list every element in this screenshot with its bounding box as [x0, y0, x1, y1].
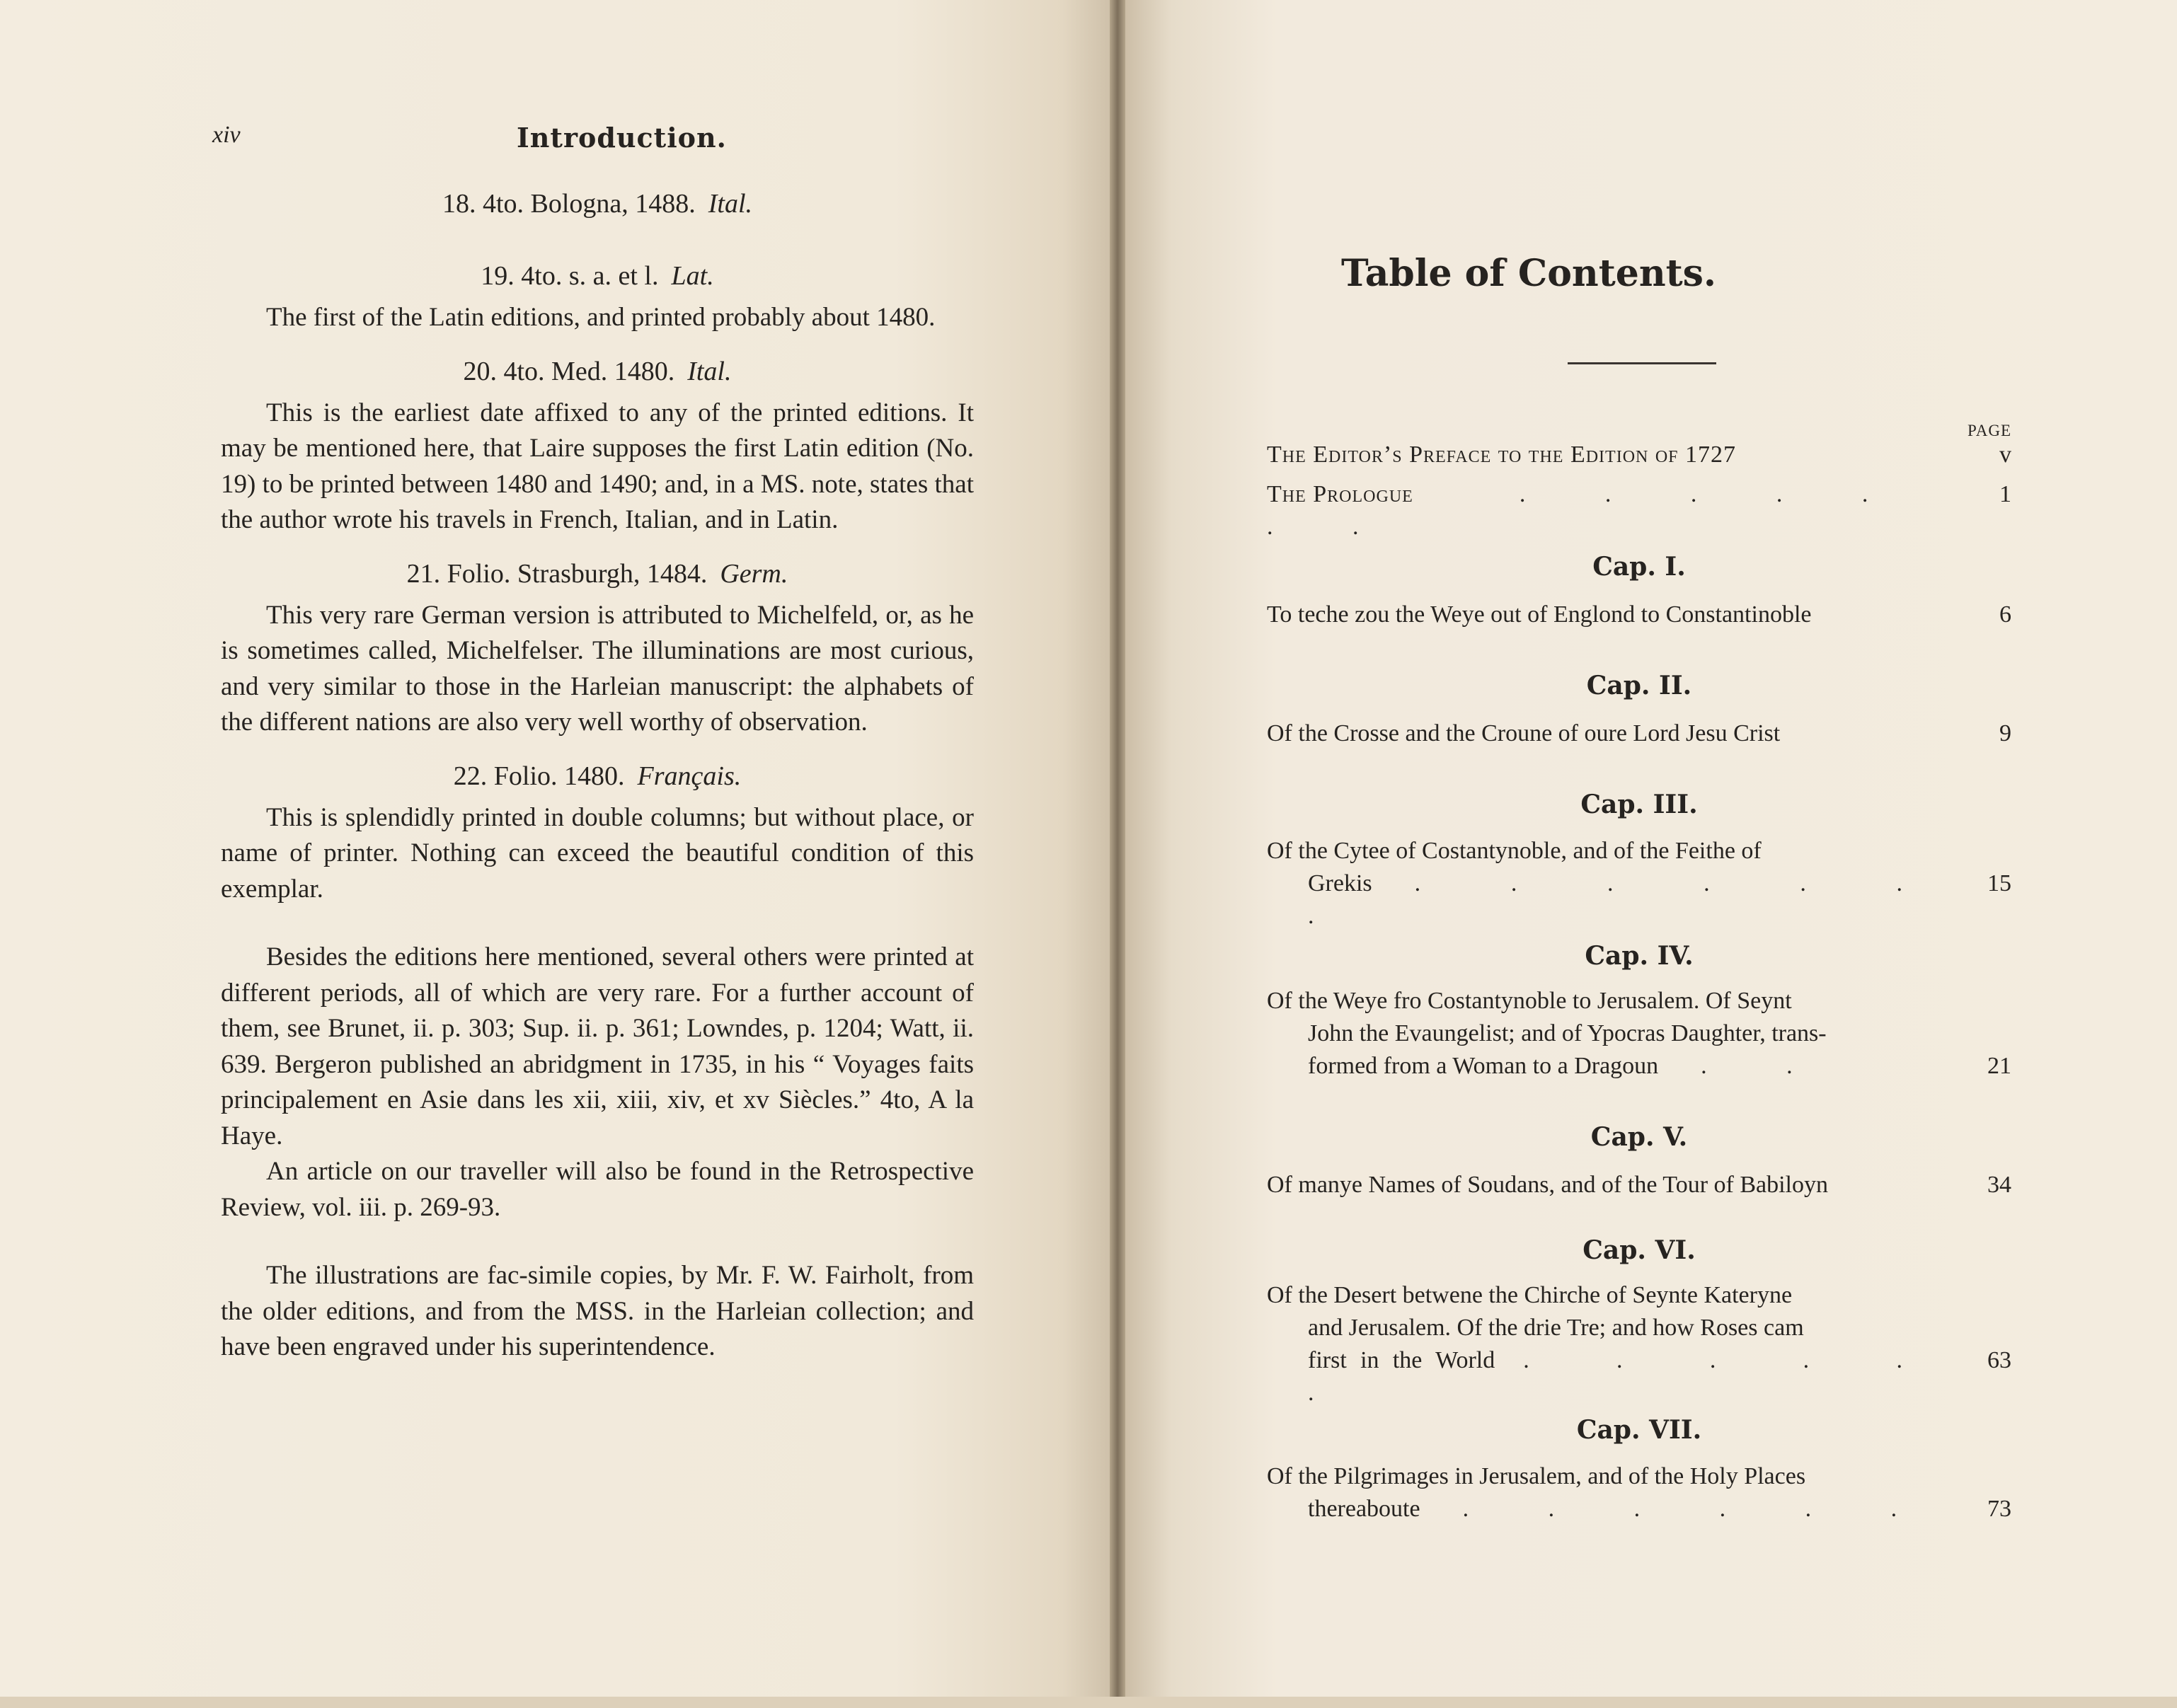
edition-description: The first of the Latin editions, and printed probably about 1480.	[266, 303, 936, 332]
chapter-heading: Cap. II.	[1586, 671, 1692, 700]
page-column-header: PAGE	[1968, 422, 2011, 439]
chapter-heading: Cap. V.	[1590, 1122, 1688, 1152]
chapter-heading: Cap. VI.	[1583, 1235, 1696, 1265]
edition-description: This is splendidly printed in double columns; but without place, or name of printer. Nothing can exceed the beautiful condition of this exemplar.	[221, 802, 974, 904]
page-edge	[0, 1697, 2177, 1708]
toc-entry-preface: The Editor’s Preface to the Edition of 1727 v	[1267, 442, 2011, 468]
running-head-title: Introduction.	[517, 122, 727, 154]
toc-entry: Of the Pilgrimages in Jerusalem, and of the Holy Places thereaboute . . . . . . 73	[1267, 1463, 2011, 1522]
toc-entry: Of the Weye fro Costantynoble to Jerusalem. Of Seynt John the Evaungelist; and of Ypocras Daughter, trans- formed from a Woman to a Dragoun . . 21	[1267, 988, 2011, 1079]
toc-entry: Of the Cytee of Costantynoble, and of the Feithe of Grekis . . . . . . . 15	[1267, 838, 2011, 929]
book-gutter	[1110, 0, 1125, 1708]
folio: xiv	[212, 122, 241, 148]
title-rule	[1568, 362, 1716, 364]
toc-entry: To teche zou the Weye out of Englond to Constantinoble 6	[1267, 601, 2011, 628]
closing-paragraph: An article on our traveller will also be found in the Retrospective Review, vol. iii. p. 269-93.	[221, 1157, 974, 1222]
chapter-heading: Cap. VII.	[1576, 1415, 1702, 1445]
running-head	[212, 122, 977, 161]
chapter-heading: Cap. IV.	[1585, 941, 1694, 971]
introduction-body	[221, 185, 974, 1366]
toc-entry: Of the Crosse and the Croune of oure Lord Jesu Crist 9	[1267, 720, 2011, 746]
edition-heading: 22. Folio. 1480. Français.	[453, 761, 742, 791]
chapter-heading: Cap. III.	[1580, 790, 1698, 819]
edition-heading: 20. 4to. Med. 1480. Ital.	[463, 356, 732, 386]
toc-entry-prologue: The Prologue . . . . . . . 1	[1267, 481, 2011, 540]
closing-paragraph: Besides the editions here mentioned, several others were printed at different periods, all of which are very rare. For a further account of them, see Brunet, ii. p. 303; Sup. ii. p. 361; Lowndes, p. 1204; Watt, ii. 639. Bergeron published an abridgment in 1735, in his “ Voyages faits principalement en Asie dans les xii, xiii, xiv, et xv Siècles.” 4to, A la Haye.	[221, 942, 974, 1150]
edition-heading: 19. 4to. s. a. et l. Lat.	[481, 261, 714, 291]
toc-entry: Of the Desert betwene the Chirche of Seynte Kateryne and Jerusalem. Of the drie Tre; and how Roses cam first in the World . . . . . . 63	[1267, 1282, 2011, 1406]
toc-title: Table of Contents.	[1340, 252, 1717, 295]
edition-heading: 18. 4to. Bologna, 1488. Ital.	[442, 189, 753, 219]
chapter-heading: Cap. I.	[1592, 552, 1686, 582]
edition-description: This is the earliest date affixed to any of the printed editions. It may be mentioned here, that Laire supposes the first Latin edition (No. 19) to be printed between 1480 and 1490; and, in a MS. note, states that the author wrote his travels in French, Italian, and in Latin.	[221, 398, 974, 534]
toc-entry: Of manye Names of Soudans, and of the Tour of Babiloyn 34	[1267, 1172, 2011, 1198]
closing-paragraph: The illustrations are fac-simile copies, by Mr. F. W. Fairholt, from the older editions, and from the MSS. in the Harleian collection; and have been engraved under his superintendence.	[221, 1261, 974, 1361]
edition-heading: 21. Folio. Strasburgh, 1484. Germ.	[406, 558, 788, 589]
edition-description: This very rare German version is attributed to Michelfeld, or, as he is sometimes called, Michelfelser. The illuminations are most curious, and very similar to those in the Harleian manuscript: the alphabets of the different nations are also very well worthy of observation.	[221, 600, 974, 737]
